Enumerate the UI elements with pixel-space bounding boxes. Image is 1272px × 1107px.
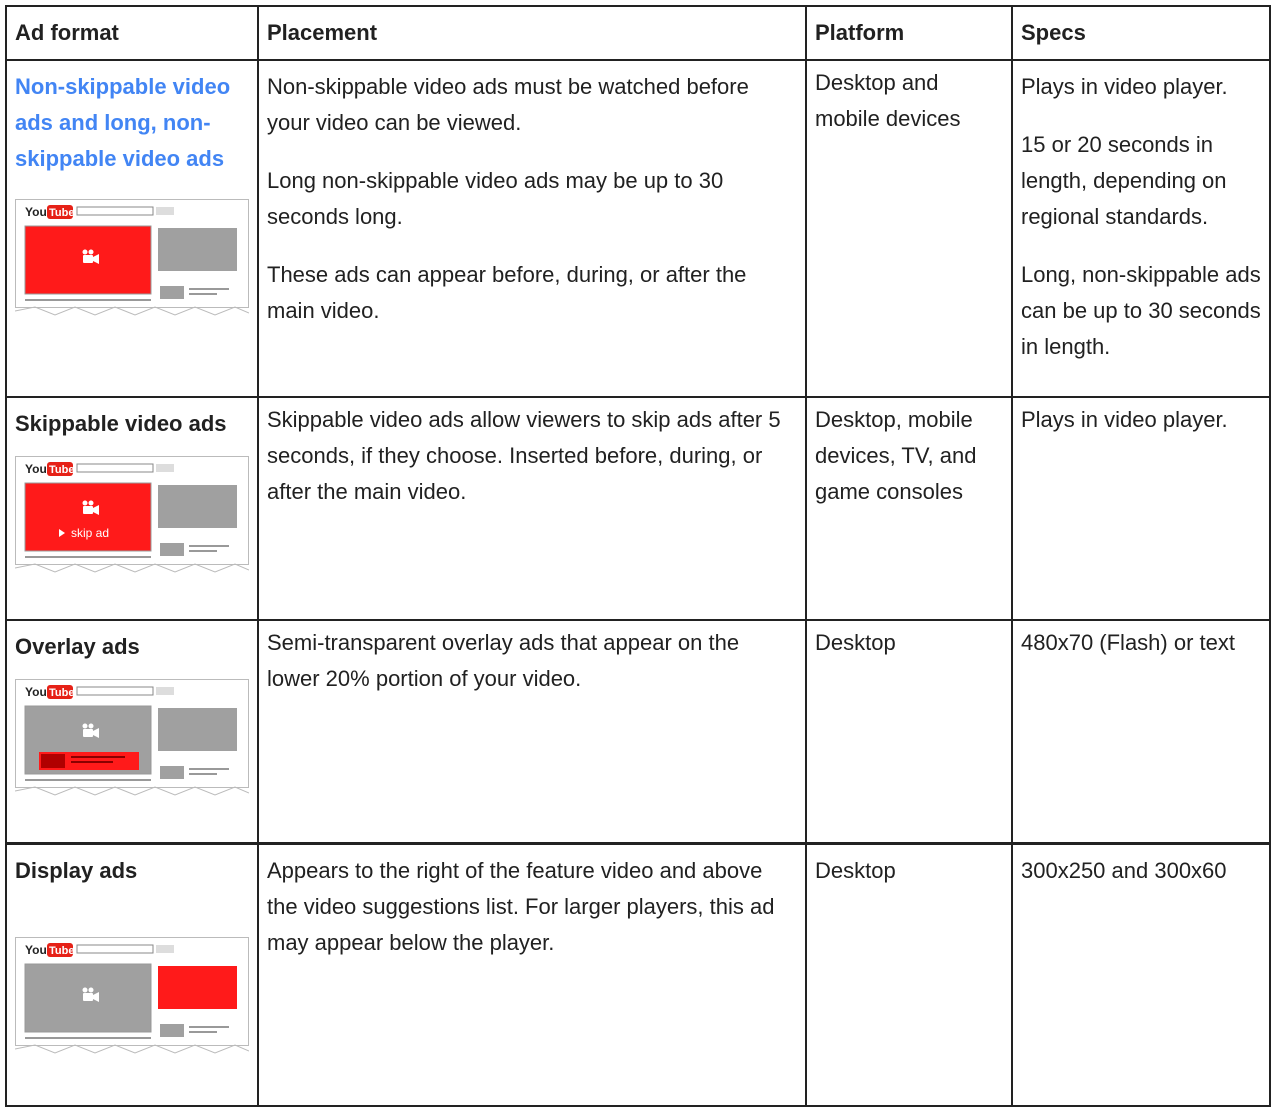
ad-format-cell [6, 844, 258, 1107]
placement-text: Skippable video ads allow viewers to skip ads after 5 seconds, if they choose. Inserted before, during, or after the main video. [267, 407, 781, 504]
ad-format-title: Display ads [15, 858, 138, 883]
header-platform: Platform [806, 6, 1012, 60]
ad-format-cell [6, 397, 258, 620]
placement-cell [258, 844, 806, 1107]
non-skippable-ads-link[interactable]: Non-skippable video ads and long, non-skippable video ads [15, 74, 231, 171]
specs-cell [1012, 397, 1270, 620]
youtube-logo-you: You [25, 205, 47, 219]
ad-formats-table [5, 5, 1271, 1107]
table-header-row [6, 6, 1270, 60]
youtube-logo-you: You [25, 462, 47, 476]
table-row [6, 620, 1270, 844]
specs-cell [1012, 60, 1270, 397]
youtube-logo-tube: Tube [49, 945, 75, 957]
ad-format-title: Skippable video ads [15, 411, 227, 436]
ad-format-cell [6, 620, 258, 844]
platform-cell [806, 60, 1012, 397]
platform-cell [806, 620, 1012, 844]
specs-text: Plays in video player. [1021, 407, 1228, 432]
table-row [6, 397, 1270, 620]
table-row [6, 60, 1270, 397]
platform-text: Desktop, mobile devices, TV, and game consoles [815, 407, 977, 504]
header-ad-format: Ad format [6, 6, 258, 60]
youtube-logo-tube: Tube [49, 687, 75, 699]
placement-cell [258, 620, 806, 844]
placement-cell [258, 397, 806, 620]
display-ad-box [158, 966, 237, 1009]
platform-text: Desktop [815, 630, 896, 655]
youtube-logo-tube: Tube [49, 464, 75, 476]
specs-cell [1012, 844, 1270, 1107]
specs-text: 15 or 20 seconds in length, depending on regional standards. [1021, 132, 1227, 229]
specs-cell [1012, 620, 1270, 844]
specs-text: 480x70 (Flash) or text [1021, 630, 1235, 655]
specs-text: 300x250 and 300x60 [1021, 858, 1227, 883]
platform-cell [806, 844, 1012, 1107]
youtube-overlay-thumbnail-icon [15, 679, 249, 797]
placement-cell [258, 60, 806, 397]
placement-text: Long non-skippable video ads may be up to 30 seconds long. [267, 168, 724, 229]
specs-text: Long, non-skippable ads can be up to 30 seconds in length. [1021, 262, 1261, 359]
ad-format-cell [6, 60, 258, 397]
youtube-logo-you: You [25, 685, 47, 699]
platform-cell [806, 397, 1012, 620]
placement-text: Appears to the right of the feature video and above the video suggestions list. For larger players, this ad may appear below the player. [267, 858, 775, 955]
youtube-skippable-thumbnail-icon [15, 456, 249, 574]
ad-format-title: Overlay ads [15, 634, 140, 659]
youtube-logo-you: You [25, 943, 47, 957]
youtube-logo-tube: Tube [49, 207, 75, 219]
placement-text: These ads can appear before, during, or after the main video. [267, 262, 747, 323]
header-specs: Specs [1012, 6, 1270, 60]
placement-text: Semi-transparent overlay ads that appear on the lower 20% portion of your video. [267, 630, 740, 691]
table-row [6, 844, 1270, 1107]
platform-text: Desktop [815, 858, 896, 883]
youtube-display-thumbnail-icon [15, 937, 249, 1055]
specs-text: Plays in video player. [1021, 74, 1228, 99]
header-placement: Placement [258, 6, 806, 60]
platform-text: Desktop and mobile devices [815, 70, 961, 131]
youtube-nonskippable-thumbnail-icon [15, 199, 249, 317]
placement-text: Non-skippable video ads must be watched before your video can be viewed. [267, 74, 749, 135]
skip-ad-label: skip ad [71, 526, 110, 540]
